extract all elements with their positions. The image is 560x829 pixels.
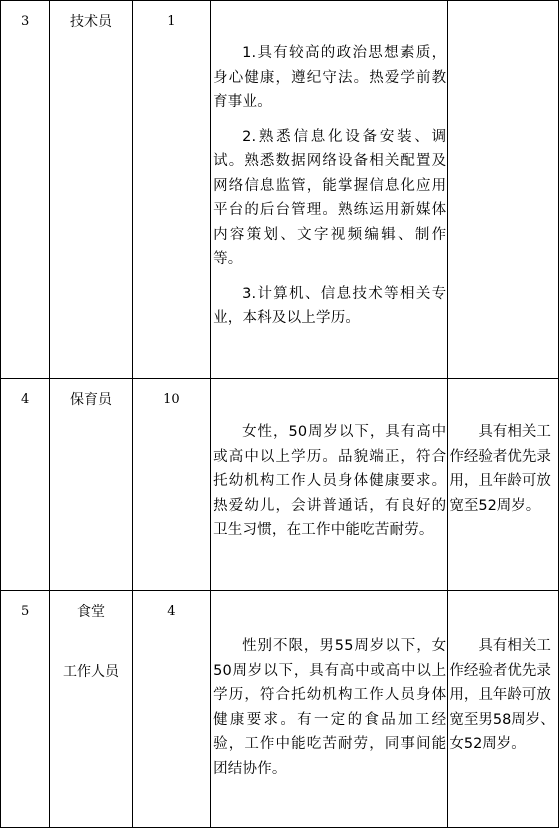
post-cell xyxy=(50,591,132,828)
post-name: 技术员 xyxy=(69,14,112,30)
requirements-cell xyxy=(211,379,448,591)
row-number: 3 xyxy=(20,14,30,29)
post-name: 食堂 xyxy=(76,604,105,620)
table-row xyxy=(1,591,559,828)
remark-cell xyxy=(448,1,559,379)
remark-cell xyxy=(448,379,559,591)
headcount: 10 xyxy=(163,392,180,407)
requirement-paragraph: 女性，50周岁以下，具有高中或高中以上学历。品貌端正，符合托幼机构工作人员身体健康要求。热爱幼儿，会讲普通话，有良好的卫生习惯，在工作中能吃苦耐劳。 xyxy=(213,424,447,538)
table-row xyxy=(1,379,559,591)
row-number: 5 xyxy=(20,604,30,619)
remark-text: 具有相关工作经验者优先录用，且年龄可放宽至男58周岁、女52周岁。 xyxy=(449,638,555,752)
row-number-cell xyxy=(1,591,50,828)
requirement-paragraph: 1.具有较高的政治思想素质，身心健康，遵纪守法。热爱学前教育事业。 xyxy=(213,45,447,110)
post-name: 保育员 xyxy=(69,392,112,408)
headcount: 1 xyxy=(167,14,176,29)
count-cell xyxy=(132,379,210,591)
requirements-cell xyxy=(211,1,448,379)
requirement-paragraph: 性别不限，男55周岁以下，女50周岁以下，具有高中或高中以上学历，符合托幼机构工作人员身体健康要求。有一定的食品加工经验，工作中能吃苦耐劳，同事间能团结协作。 xyxy=(213,638,447,777)
post-name-line-2: 工作人员 xyxy=(62,664,119,680)
headcount: 4 xyxy=(167,604,176,619)
count-cell xyxy=(132,1,210,379)
post-cell xyxy=(50,1,132,379)
requirement-paragraph: 2.熟悉信息化设备安装、调试。熟悉数据网络设备相关配置及网络信息监管，能掌握信息化应用平台的后台管理。熟练运用新媒体内容策划、文字视频编辑、制作等。 xyxy=(213,128,447,267)
remark-cell xyxy=(448,591,559,828)
row-number: 4 xyxy=(20,392,30,407)
requirements-cell xyxy=(211,591,448,828)
count-cell xyxy=(132,591,210,828)
post-cell xyxy=(50,379,132,591)
row-number-cell xyxy=(1,1,50,379)
table-row xyxy=(1,1,559,379)
remark-text: 具有相关工作经验者优先录用，且年龄可放宽至52周岁。 xyxy=(449,424,551,514)
row-number-cell xyxy=(1,379,50,591)
requirement-paragraph: 3.计算机、信息技术等相关专业，本科及以上学历。 xyxy=(213,285,447,326)
